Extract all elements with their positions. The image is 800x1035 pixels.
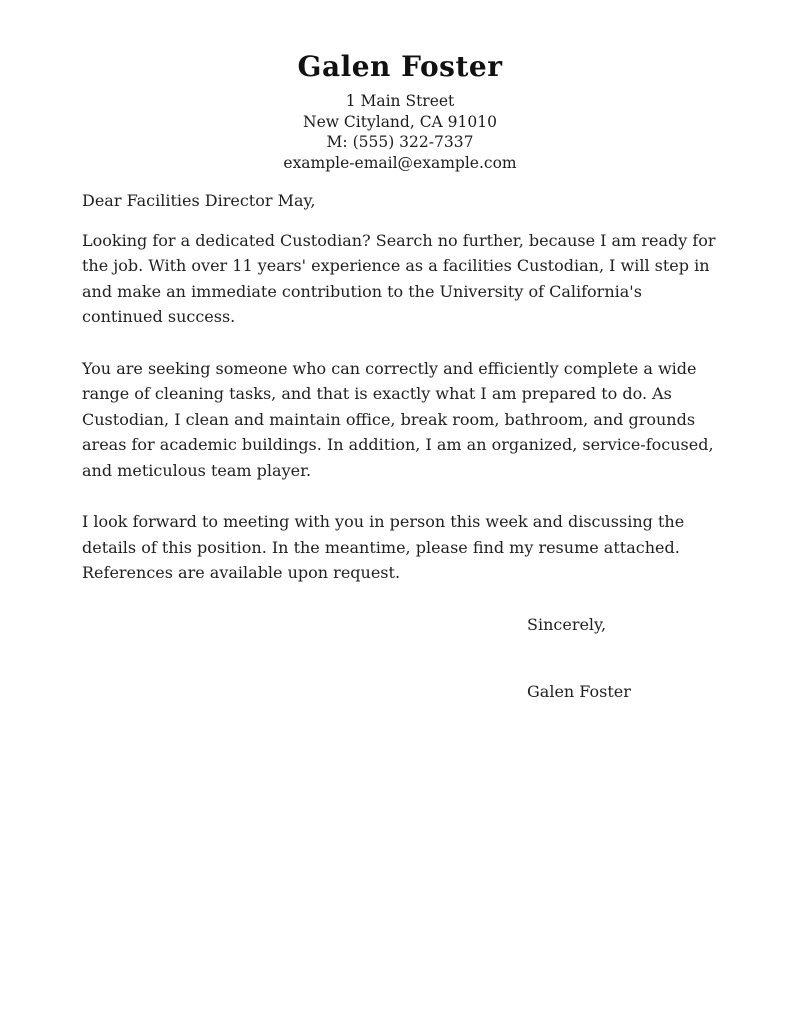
signature-block [82, 612, 720, 705]
salutation: Dear Facilities Director May, [82, 191, 316, 210]
paragraph-introduction: Looking for a dedicated Custodian? Search no further, because I am ready for the job. With over 11 years' experience as a facilities Custodian, I will step in and make an immediate contribution to the University of California's continued success. [82, 230, 716, 326]
paragraph-call-to-action: I look forward to meeting with you in person this week and discussing the details of this position. In the meantime, please find my resume attached. References are available upon request. [82, 512, 685, 582]
paragraph-qualifications: You are seeking someone who can correctly and efficiently complete a wide range of cleaning tasks, and that is exactly what I am prepared to do. As Custodian, I clean and maintain office, break room, bathroom, and grounds areas for academic buildings. In addition, I am an organized, service-focused, and meticulous team player. [82, 358, 714, 480]
sender-street-address: 1 Main Street [345, 92, 455, 110]
sender-city-state-zip: New Cityland, CA 91010 [303, 112, 497, 131]
sender-name: Galen Foster [297, 50, 503, 83]
signature-name: Galen Foster [527, 682, 631, 701]
sender-email: example-email@example.com [283, 153, 517, 172]
closing: Sincerely, [527, 614, 607, 634]
letter-body [0, 173, 800, 705]
letter-header [0, 0, 800, 173]
sender-phone: M: (555) 322-7337 [326, 133, 474, 151]
